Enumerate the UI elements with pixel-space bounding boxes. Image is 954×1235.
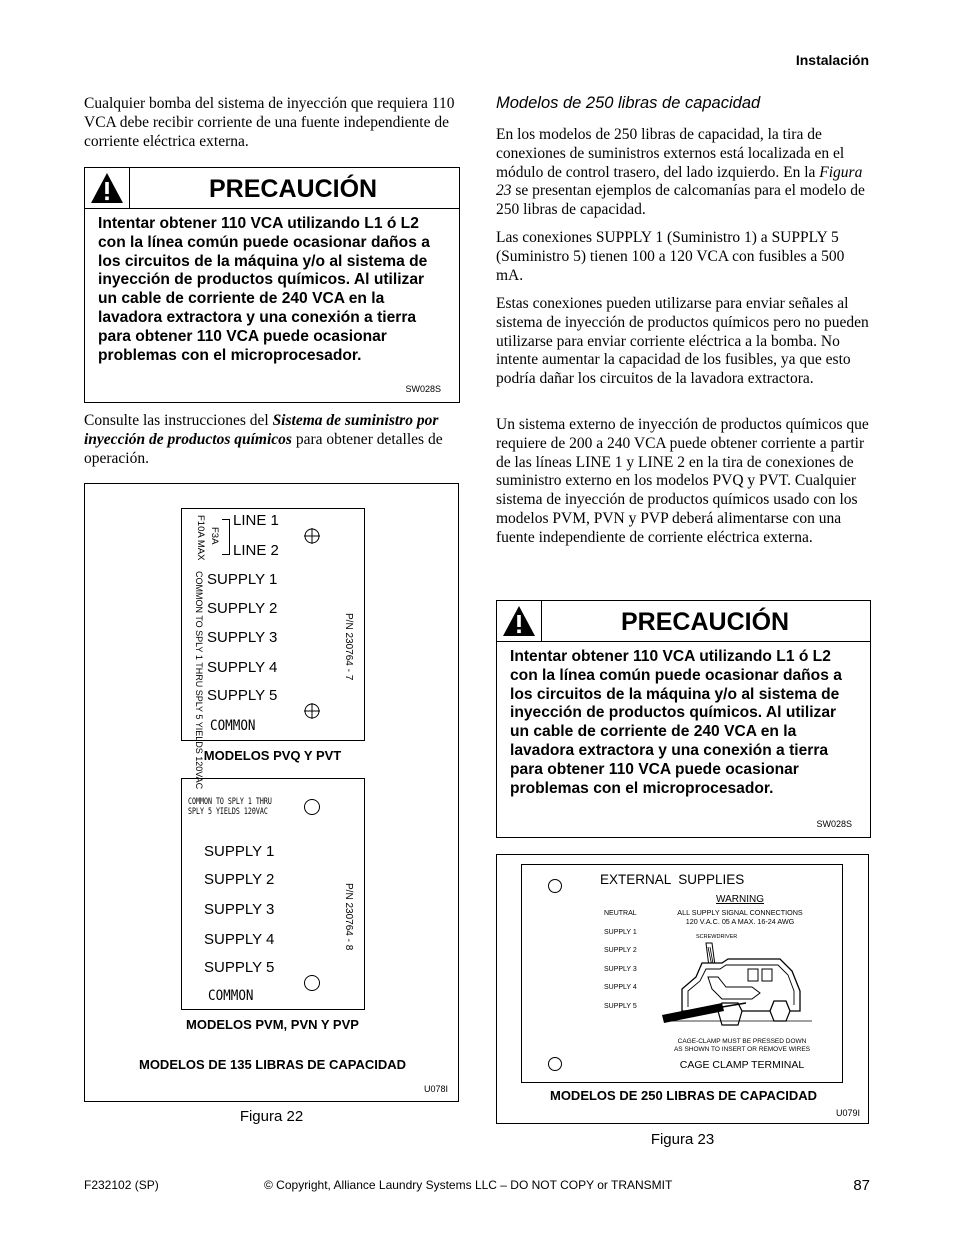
strip-row-supply1: SUPPLY 1 bbox=[204, 843, 275, 860]
strip-row-supply4: SUPPLY 4 bbox=[204, 931, 275, 948]
common-note-line2: SPLY 5 YIELDS 120VAC bbox=[188, 807, 268, 817]
strip-row-line2: LINE 2 bbox=[233, 542, 279, 559]
section-header: Instalación bbox=[795, 52, 869, 68]
caution-title: PRECAUCIÓN bbox=[621, 608, 790, 636]
clamp-line-1: CAGE-CLAMP MUST BE PRESSED DOWN bbox=[677, 1038, 807, 1045]
clamp-instruction bbox=[652, 1038, 832, 1054]
caution-box-right bbox=[496, 600, 871, 838]
part-number-7: P/N 230764 - 7 bbox=[343, 613, 354, 681]
strip-row-line1: LINE 1 bbox=[233, 512, 279, 529]
common-note-line1: COMMON TO SPLY 1 THRU bbox=[188, 797, 272, 807]
strip-row-supply1: SUPPLY 1 bbox=[207, 571, 278, 588]
common-side-note: COMMON TO SPLY 1 THRU SPLY 5 YIELDS 120VAC bbox=[194, 571, 204, 790]
caution-title: PRECAUCIÓN bbox=[209, 175, 378, 203]
caution-header bbox=[85, 168, 459, 209]
mounting-hole-icon bbox=[548, 1057, 562, 1071]
mounting-hole-icon bbox=[304, 799, 320, 815]
strip-row-supply3: SUPPLY 3 bbox=[204, 901, 275, 918]
strip-row-supply2: SUPPLY 2 bbox=[207, 600, 278, 617]
fuse-bracket bbox=[222, 519, 230, 555]
paragraph-3: Estas conexiones pueden utilizarse para enviar señales al sistema de inyección de productos químicos pero no pueden utilizarse para enviar corriente eléctrica a la bomba. No intente aumentar la capacidad de los fusibles, ya que esto podría dañar los circuitos de la lavadora extractora. bbox=[496, 295, 869, 388]
common-note bbox=[188, 797, 272, 817]
screwdriver-label: SCREWDRIVER bbox=[696, 934, 738, 940]
strip-row-supply4: SUPPLY 4 bbox=[207, 659, 278, 676]
p1-text-end: se presentan ejemplos de calcomanías para el modelo de 250 libras de capacidad. bbox=[496, 182, 865, 219]
consult-emphasis: Sistema de suministro por inyección de productos químicos bbox=[84, 412, 439, 448]
section-heading: Modelos de 250 libras de capacidad bbox=[496, 94, 761, 112]
caution-message: Intentar obtener 110 VCA utilizando L1 ó L2 con la línea común puede ocasionar daños a los circuitos de la máquina y/o al sistema de inyección de productos químicos. Al utilizar un cable de corriente de 240 VCA en la lavadora extractora y una conexión a tierra para obtener 110 VCA puede ocasionar problemas con el microprocesador. bbox=[510, 648, 842, 797]
warning-line-2: 120 V.A.C. 05 A MAX. 16-24 AWG bbox=[685, 917, 795, 926]
fuse-label: F3A bbox=[209, 527, 220, 545]
caption-pvm-pvn-pvp: MODELOS PVM, PVN Y PVP bbox=[186, 1017, 359, 1032]
mounting-hole-icon bbox=[304, 975, 320, 991]
common-label: COMMON bbox=[210, 718, 256, 734]
terminal-supply5: SUPPLY 5 bbox=[604, 1003, 637, 1010]
paragraph-1 bbox=[496, 126, 870, 220]
caution-code: SW028S bbox=[405, 384, 441, 394]
mounting-hole-icon bbox=[548, 879, 562, 893]
paragraph-4: Un sistema externo de inyección de productos químicos que requiere de 200 a 240 VCA puede obtener corriente a partir de las líneas LINE 1 y LINE 2 en la tira de conexiones de suministro externo en los modelos PVQ y PVT. Cualquier sistema de inyección de productos químicos usado con los modelos PVM, PVN y PVP deberá alimentarse con una fuente independiente de corriente eléctrica externa. bbox=[496, 416, 869, 546]
common-label: COMMON bbox=[208, 988, 254, 1004]
consult-text: Consulte las instrucciones del bbox=[84, 412, 273, 429]
consult-text-end: para obtener detalles de operación. bbox=[84, 430, 443, 467]
caution-message: Intentar obtener 110 VCA utilizando L1 ó L2 con la línea común puede ocasionar daños a los circuitos de la máquina y/o al sistema de inyección de productos químicos. Al utilizar un cable de corriente de 240 VCA en la lavadora extractora y una conexión a tierra para obtener 110 VCA puede ocasionar problemas con el microprocesador. bbox=[98, 215, 430, 364]
terminal-supply2: SUPPLY 2 bbox=[604, 947, 637, 954]
terminal-supply4: SUPPLY 4 bbox=[604, 984, 637, 991]
warning-triangle-icon bbox=[85, 168, 130, 208]
mounting-screw-icon bbox=[304, 528, 320, 544]
intro-paragraph: Cualquier bomba del sistema de inyección que requiera 110 VCA debe recibir corriente de una fuente independiente de corriente eléctrica externa. bbox=[84, 95, 455, 150]
strip-row-supply5: SUPPLY 5 bbox=[207, 687, 278, 704]
strip-row-common bbox=[208, 987, 259, 1004]
terminal-strip-pvm-pvn-pvp bbox=[181, 778, 365, 1010]
p1-text: En los modelos de 250 libras de capacidad, la tira de conexiones de suministros externos está localizada en el módulo de control trasero, del lado izquierdo. En la bbox=[496, 126, 845, 181]
page-number: 87 bbox=[853, 1177, 870, 1194]
figure-22-code: U078I bbox=[423, 1084, 448, 1094]
figure-23-frame bbox=[496, 854, 869, 1124]
terminal-neutral: NEUTRAL bbox=[604, 910, 637, 917]
figure-22-label: Figura 22 bbox=[239, 1108, 304, 1125]
decal-warning-text bbox=[658, 908, 822, 926]
caution-box-left bbox=[84, 167, 460, 403]
figure-22-frame bbox=[84, 483, 459, 1102]
figure-reference: Figura 23 bbox=[496, 163, 863, 200]
caution-header bbox=[497, 601, 870, 642]
strip-row-supply2: SUPPLY 2 bbox=[204, 871, 275, 888]
strip-row-common bbox=[210, 717, 261, 734]
caption-135-lb: MODELOS DE 135 LIBRAS DE CAPACIDAD bbox=[138, 1057, 406, 1072]
external-supplies-decal bbox=[521, 864, 843, 1083]
warning-line-1: ALL SUPPLY SIGNAL CONNECTIONS bbox=[677, 908, 803, 917]
fuse-rating: F10A MAX bbox=[195, 515, 206, 561]
clamp-line-2: AS SHOWN TO INSERT OR REMOVE WIRES bbox=[673, 1046, 811, 1053]
mounting-screw-icon bbox=[304, 703, 320, 719]
decal-warning: WARNING bbox=[716, 894, 764, 905]
part-number-8: P/N 230764 - 8 bbox=[343, 883, 354, 951]
caption-pvq-pvt: MODELOS PVQ Y PVT bbox=[203, 748, 342, 763]
figure-23-code: U079I bbox=[835, 1108, 860, 1118]
terminal-supply1: SUPPLY 1 bbox=[604, 929, 637, 936]
caption-250-lb: MODELOS DE 250 LIBRAS DE CAPACIDAD bbox=[549, 1088, 817, 1103]
figure-23-label: Figura 23 bbox=[650, 1131, 715, 1148]
caution-code: SW028S bbox=[816, 819, 852, 829]
cage-clamp-illustration-icon bbox=[662, 941, 822, 1031]
strip-row-supply3: SUPPLY 3 bbox=[207, 629, 278, 646]
clamp-title: CAGE CLAMP TERMINAL bbox=[679, 1059, 805, 1071]
doc-id: F232102 (SP) bbox=[84, 1178, 159, 1192]
copyright: © Copyright, Alliance Laundry Systems LLC – DO NOT COPY or TRANSMIT bbox=[264, 1178, 673, 1192]
warning-triangle-icon bbox=[497, 601, 542, 641]
decal-title: EXTERNAL SUPPLIES bbox=[600, 872, 745, 887]
consult-paragraph bbox=[84, 412, 460, 468]
paragraph-2: Las conexiones SUPPLY 1 (Suministro 1) a SUPPLY 5 (Suministro 5) tienen 100 a 120 VCA con fusibles a 500 mA. bbox=[496, 229, 845, 284]
strip-row-supply5: SUPPLY 5 bbox=[204, 959, 275, 976]
terminal-supply3: SUPPLY 3 bbox=[604, 966, 637, 973]
